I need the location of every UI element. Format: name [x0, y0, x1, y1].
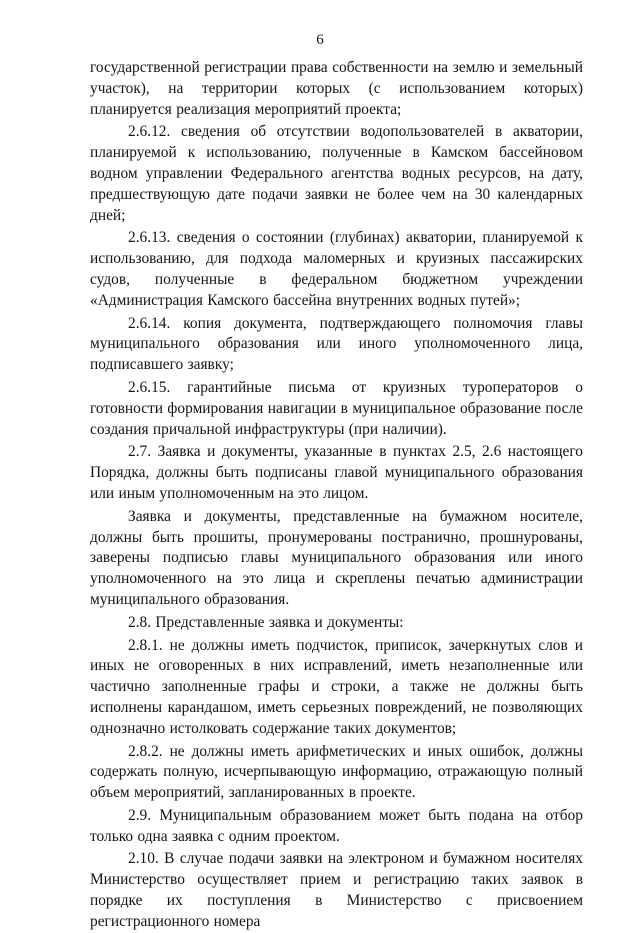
- paragraph-2-6-12: 2.6.12. сведения об отсутствии водопользователей в акватории, планируемой к использованию, полученные в Камском бассейновом водном управлении Федерального агентства водных ресурсов, на дату, предшествующую дате подачи заявки не более чем на 30 календарных дней;: [90, 123, 583, 224]
- paragraph-2-7-paper-requirements: Заявка и документы, представленные на бумажном носителе, должны быть прошиты, пронумерованы постранично, прошнурованы, заверены подписью главы муниципального образования или иного уполномоченного на это лица и скреплены печатью администрации муниципального образования.: [90, 507, 583, 608]
- paragraph-2-7: 2.7. Заявка и документы, указанные в пунктах 2.5, 2.6 настоящего Порядка, должны быть подписаны главой муниципального образования или иным уполномоченным на это лицом.: [90, 443, 583, 502]
- paragraph-2-6-14: 2.6.14. копия документа, подтверждающего полномочия главы муниципального образования или иного уполномоченного лица, подписавшего заявку;: [90, 314, 583, 374]
- paragraph-2-6-15: 2.6.15. гарантийные письма от круизных туроператоров о готовности формирования навигации в муниципальное образование после создания причальной инфраструктуры (при наличии).: [90, 378, 583, 438]
- paragraph-continuation: государственной регистрации права собственности на землю и земельный участок), на территории которых (с использованием которых) планируется реализация мероприятий проекта;: [90, 59, 583, 118]
- paragraph-2-8-1: 2.8.1. не должны иметь подчисток, приписок, зачеркнутых слов и иных не оговоренных в них исправлений, иметь незаполненные или частично заполненные графы и строки, а также не должны быть исполнены карандашом, иметь серьезных повреждений, не позволяющих однозначно истолковать содержание таких документов;: [90, 636, 583, 737]
- paragraph-2-10: 2.10. В случае подачи заявки на электроном и бумажном носителях Министерство осуществляет прием и регистрацию таких заявок в порядке их поступления в Министерство с присвоением регистрационного номера: [90, 850, 583, 930]
- paragraph-2-6-13: 2.6.13. сведения о состоянии (глубинах) акватории, планируемой к использованию, для подхода маломерных и круизных пассажирских судов, полученные в федеральном бюджетном учреждении «Администрация Камского бассейна внутренних водных путей»;: [90, 229, 583, 309]
- paragraph-2-8-2: 2.8.2. не должны иметь арифметических и иных ошибок, должны содержать полную, исчерпывающую информацию, отражающую полный объем мероприятий, запланированных в проекте.: [90, 742, 583, 802]
- document-body: [90, 58, 583, 933]
- page-number: 6: [316, 32, 324, 48]
- paragraph-2-8: 2.8. Представленные заявка и документы:: [128, 613, 404, 631]
- paragraph-2-9: 2.9. Муниципальным образованием может быть подана на отбор только одна заявка с одним проектом.: [90, 806, 583, 845]
